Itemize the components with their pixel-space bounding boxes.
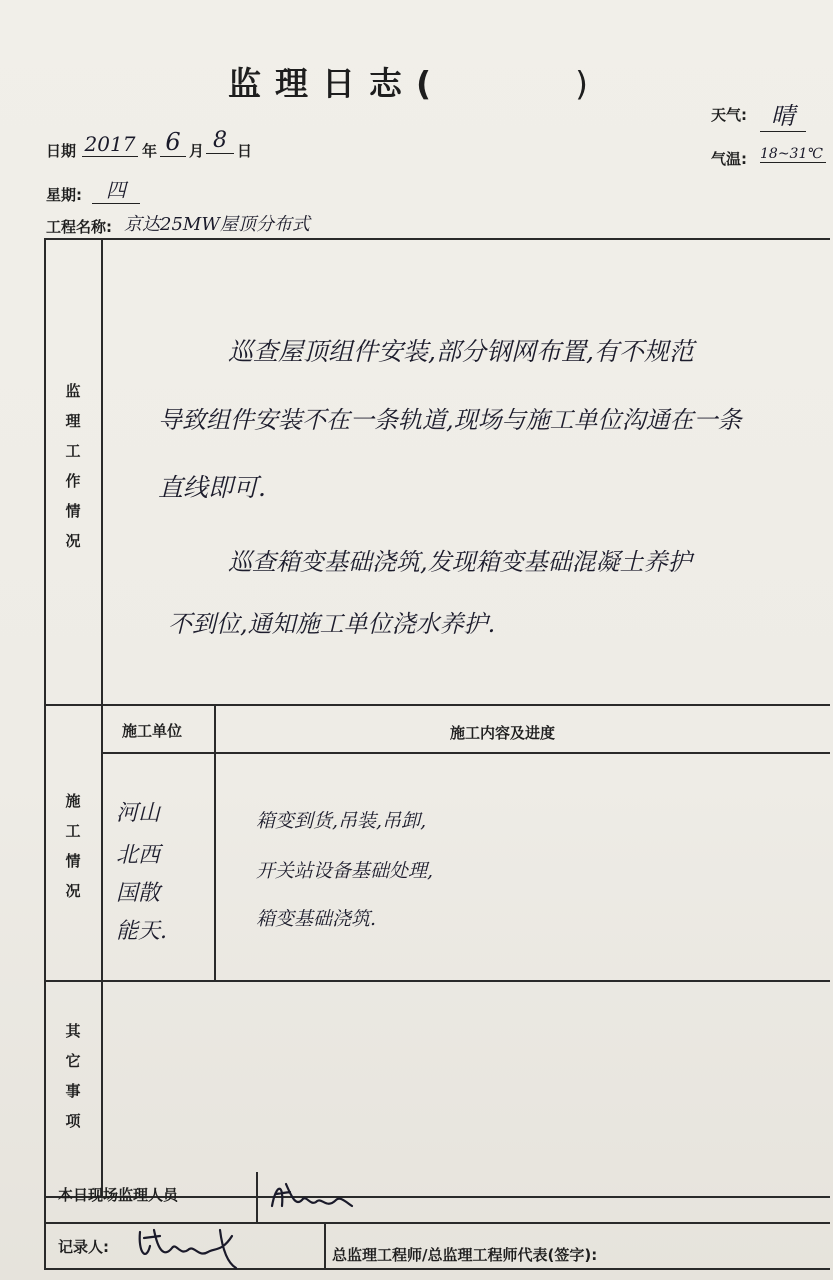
recorder-label: 记录人: bbox=[58, 1238, 109, 1256]
table-border-left bbox=[44, 238, 46, 1270]
supervision-bottom-border bbox=[44, 704, 830, 706]
project-name-label: 工程名称: bbox=[46, 218, 112, 236]
table-border-top bbox=[44, 238, 830, 240]
staff-signature bbox=[266, 1176, 356, 1220]
recorder-divider bbox=[324, 1222, 326, 1270]
staff-signature-divider bbox=[256, 1172, 258, 1224]
supervision-line-1: 巡查屋顶组件安装,部分钢网布置,有不规范 bbox=[228, 337, 694, 366]
construction-unit-4: 能天. bbox=[116, 919, 167, 944]
weekday-label: 星期: bbox=[46, 186, 82, 204]
section-column-divider bbox=[101, 238, 103, 1198]
temperature-label: 气温: bbox=[711, 150, 747, 168]
other-section-label: 其 它 事 项 bbox=[65, 1022, 81, 1130]
supervision-line-2: 导致组件安装不在一条轨道,现场与施工单位沟通在一条 bbox=[158, 406, 742, 434]
date-label: 日期 bbox=[46, 142, 77, 160]
month-unit: 月 bbox=[189, 142, 205, 160]
recorder-signature bbox=[132, 1222, 242, 1272]
chief-engineer-signature-label: 总监理工程师/总监理工程师代表(签字): bbox=[332, 1246, 598, 1264]
year-unit: 年 bbox=[142, 142, 158, 160]
project-name-value: 京达25MW屋顶分布式 bbox=[124, 214, 310, 235]
date-month: 6 bbox=[160, 128, 186, 157]
page-title: 监理日志( ) bbox=[228, 64, 602, 103]
construction-task-1: 箱变到货,吊装,吊卸, bbox=[256, 810, 427, 832]
construction-header-border bbox=[101, 752, 830, 754]
date-year: 2017 bbox=[82, 132, 138, 157]
construction-unit-header: 施工单位 bbox=[122, 722, 183, 740]
weather-value: 晴 bbox=[760, 96, 806, 132]
weekday-value: 四 bbox=[92, 174, 140, 204]
temperature-value: 18~31℃ bbox=[760, 146, 826, 163]
day-unit: 日 bbox=[237, 142, 253, 160]
supervision-line-5: 不到位,通知施工单位浇水养护. bbox=[168, 610, 496, 638]
supervision-line-3: 直线即可. bbox=[158, 473, 266, 502]
daily-staff-label: 本日现场监理人员 bbox=[58, 1186, 179, 1204]
construction-unit-2: 北西 bbox=[116, 843, 161, 868]
construction-content-header: 施工内容及进度 bbox=[450, 724, 556, 742]
construction-unit-divider bbox=[214, 704, 216, 982]
construction-unit-3: 国散 bbox=[116, 881, 161, 906]
construction-task-3: 箱变基础浇筑. bbox=[256, 908, 377, 930]
construction-unit-1: 河山 bbox=[116, 801, 161, 826]
construction-section-label: 施 工 情 况 bbox=[65, 792, 81, 900]
supervision-line-4: 巡查箱变基础浇筑,发现箱变基础混凝土养护 bbox=[228, 548, 692, 576]
construction-task-2: 开关站设备基础处理, bbox=[256, 860, 434, 882]
construction-bottom-border bbox=[44, 980, 830, 982]
weather-label: 天气: bbox=[711, 106, 747, 124]
supervision-section-label: 监 理 工 作 情 况 bbox=[65, 382, 81, 550]
date-day: 8 bbox=[206, 128, 234, 154]
